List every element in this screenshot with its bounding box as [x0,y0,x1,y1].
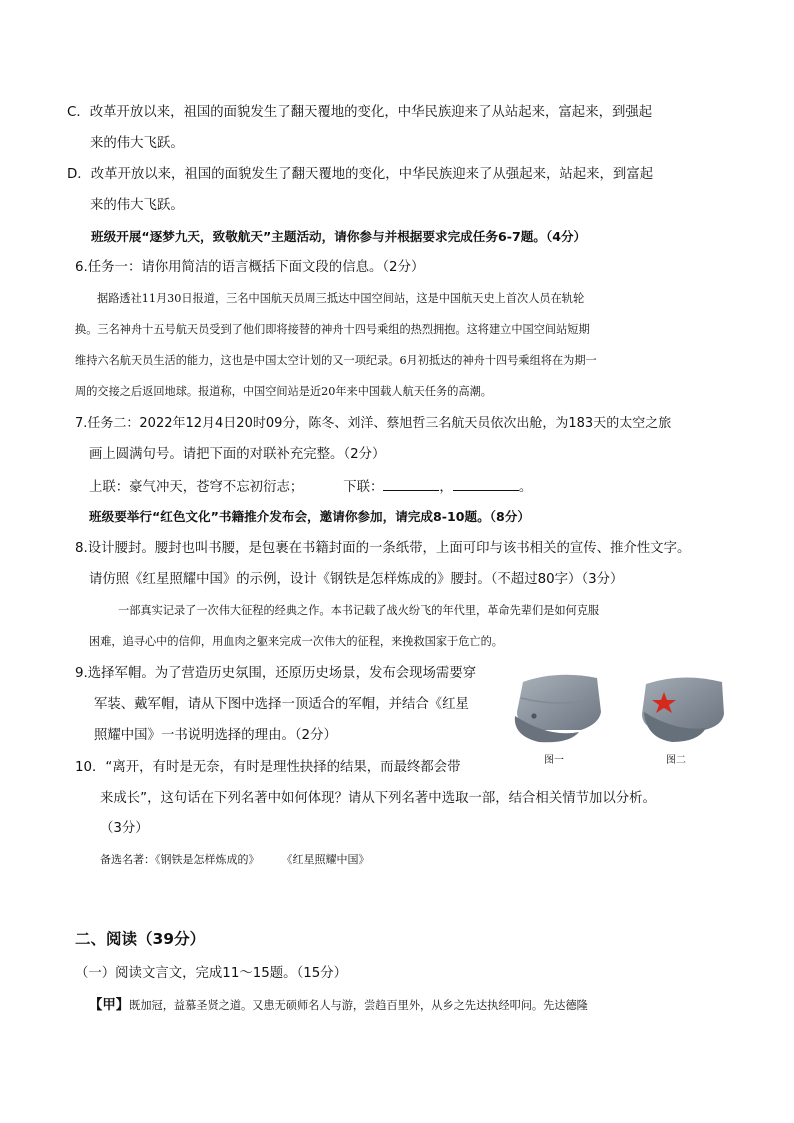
q10-book-1: 《钢铁是怎样炼成的》 [155,853,260,866]
q10-line1: 10．“离开，有时是无奈，有时是理性抉择的结果，而最终都会带 [75,760,461,775]
section2-heading: 二、阅读（39分） [75,930,206,948]
cap-figure-1-image [509,668,605,746]
q10-line2: 来成长”，这句话在下列名著中如何体现？请从下列名著中选取一部，结合相关情节加以分析。 [100,791,656,806]
q10-book-2: 《红星照耀中国》 [281,853,370,866]
q7-lower-label: 下联： [343,480,384,495]
cap-figure-1-caption: 图一 [544,755,564,766]
option-c-line1: C．改革开放以来，祖国的面貌发生了翻天覆地的变化，中华民族迎来了从站起来，富起来，到强起 [67,105,653,120]
activity1-heading: 班级开展“逐梦九天，致敬航天”主题活动，请你参与并根据要求完成任务6-7题。（4分） [91,229,587,244]
section2-subsection-1: （一）阅读文言文，完成11～15题。（15分） [75,966,348,981]
cap-figure-2-caption: 图二 [666,755,686,766]
q7-line2: 画上圆满句号。请把下面的对联补充完整。（2分） [89,447,386,462]
q6-passage-line: 换。三名神舟十五号航天员受到了他们即将接替的神舟十四号乘组的热烈拥抱。这将建立中国空间站短期 [75,323,590,336]
option-d-line2: 来的伟大飞跃。 [90,198,184,213]
jia-tag: 【甲】 [89,998,130,1013]
jia-text: 既加冠，益慕圣贤之道。又患无硕师名人与游，尝趋百里外，从乡之先达执经叩问。先达德隆 [129,999,588,1012]
q10-books-label: 备选名著： [100,853,155,866]
q8-example-line: 一部真实记录了一次伟大征程的经典之作。本书记载了战火纷飞的年代里，革命先辈们是如何克服 [118,604,600,617]
q7-line1: 7.任务二：2022年12月4日20时09分，陈冬、刘洋、蔡旭哲三名航天员依次出舱，为183天的太空之旅 [75,416,672,431]
cap-figure-2-image [636,672,728,744]
q7-answer-blank-2[interactable] [453,477,519,491]
option-d-line1: D．改革开放以来，祖国的面貌发生了翻天覆地的变化，中华民族迎来了从强起来，站起来，到富起 [67,167,654,182]
q9-line3: 照耀中国》一书说明选择的理由。（2分） [94,728,337,743]
activity2-heading: 班级要举行“红色文化”书籍推介发布会，邀请你参加，请完成8-10题。（8分） [89,509,530,524]
q7-couplet: 上联：豪气冲天，苍穹不忘初衍志； 下联： ， 。 [89,477,532,497]
option-c-line2: 来的伟大飞跃。 [90,136,184,151]
q9-line1: 9.选择军帽。为了营造历史氛围，还原历史场景，发布会现场需要穿 [75,666,477,681]
q6-passage-line: 周的交接之后返回地球。报道称，中国空间站是近20年来中国载人航天任务的高潮。 [75,385,492,398]
q6-prompt: 6.任务一：请你用简洁的语言概括下面文段的信息。（2分） [75,260,425,275]
q8-line2: 请仿照《红星照耀中国》的示例，设计《钢铁是怎样炼成的》腰封。（不超过80字）（3分） [89,572,624,587]
q8-line1: 8.设计腰封。腰封也叫书腰，是包裹在书籍封面的一条纸带，上面可印与该书相关的宣传、推介性文字。 [75,541,691,556]
q10-book-list [100,851,370,869]
q8-example-line: 困难，追寻心中的信仰，用血肉之躯来完成一次伟大的征程，来挽救国家于危亡的。 [89,635,503,648]
q9-line2: 军装、戴军帽，请从下图中选择一顶适合的军帽，并结合《红星 [94,697,469,712]
q10-line3: （3分） [100,821,149,836]
q7-upper-couplet: 上联：豪气冲天，苍穹不忘初衍志； [89,480,304,495]
jia-passage-line [89,997,588,1015]
q7-answer-blank-1[interactable] [383,477,439,491]
q6-passage-line: 维持六名航天员生活的能力，这也是中国太空计划的又一项纪录。6月初抵达的神舟十四号乘组将在为期一 [75,354,597,367]
q6-passage-line: 据路透社11月30日报道，三名中国航天员周三抵达中国空间站，这是中国航天史上首次人员在轨轮 [97,292,585,305]
